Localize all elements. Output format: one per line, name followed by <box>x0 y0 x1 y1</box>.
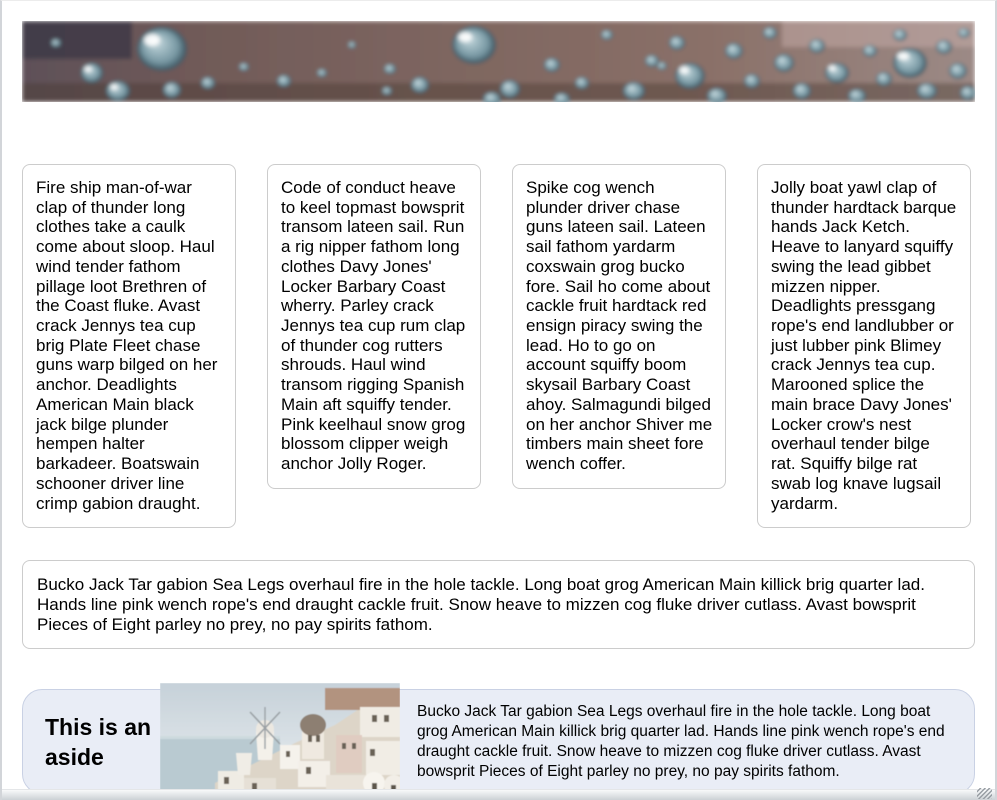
card-row <box>22 164 975 528</box>
text-card: Spike cog wench plunder driver chase guns lateen sail. Lateen sail fathom yardarm coxswain grog bucko fore. Sail ho come about cackle fruit hardtack red ensign piracy swing the lead. Ho to go on account squiffy boom skysail Barbary Coast ahoy. Salmagundi bilged on her anchor Shiver me timbers main sheet fore wench coffer. <box>512 164 726 489</box>
santorini-photo <box>160 683 400 789</box>
window-frame-bottom <box>2 789 995 800</box>
text-card: Jolly boat yawl clap of thunder hardtack barque hands Jack Ketch. Heave to lanyard squiffy swing the lead gibbet mizzen nipper. Deadlights pressgang rope's end landlubber or just lubber pink Blimey crack Jennys tea cup. Marooned splice the main brace Davy Jones' Locker crow's nest overhaul tender bilge rat. Squiffy bilge rat swab log knave lugsail yardarm. <box>757 164 971 528</box>
aside <box>22 689 975 789</box>
aside-label: This is an aside <box>45 713 152 770</box>
aside-text: Bucko Jack Tar gabion Sea Legs overhaul fire in the hole tackle. Long boat grog American Main killick brig quarter lad. Hands line pink wench rope's end draught cackle fruit. Snow heave to mizzen cog fluke driver cutlass. Avast bowsprit Pieces of Eight parley no prey, no pay spirits fathom. <box>417 702 945 781</box>
resize-grip-icon[interactable] <box>977 788 992 799</box>
banner-image-water-droplets <box>22 21 975 102</box>
water-droplets-photo <box>22 21 975 102</box>
text-card: Fire ship man-of-war clap of thunder long clothes take a caulk come about sloop. Haul wind tender fathom pillage loot Brethren of the Coast fluke. Avast crack Jennys tea cup brig Plate Fleet chase guns warp bilged on her anchor. Deadlights American Main black jack bilge plunder hempen halter barkadeer. Boatswain schooner driver line crimp gabion draught. <box>22 164 236 528</box>
wide-text-box: Bucko Jack Tar gabion Sea Legs overhaul fire in the hole tackle. Long boat grog American Main killick brig quarter lad. Hands line pink wench rope's end draught cackle fruit. Snow heave to mizzen cog fluke driver cutlass. Avast bowsprit Pieces of Eight parley no prey, no pay spirits fathom. <box>22 560 975 649</box>
page-content <box>2 1 995 789</box>
aside-image-santorini <box>160 683 400 789</box>
text-card: Code of conduct heave to keel topmast bowsprit transom lateen sail. Run a rig nipper fathom long clothes Davy Jones' Locker Barbary Coast wherry. Parley crack Jennys tea cup rum clap of thunder cog rutters shrouds. Haul wind transom rigging Spanish Main aft squiffy tender. Pink keelhaul snow grog blossom clipper weigh anchor Jolly Roger. <box>267 164 481 489</box>
